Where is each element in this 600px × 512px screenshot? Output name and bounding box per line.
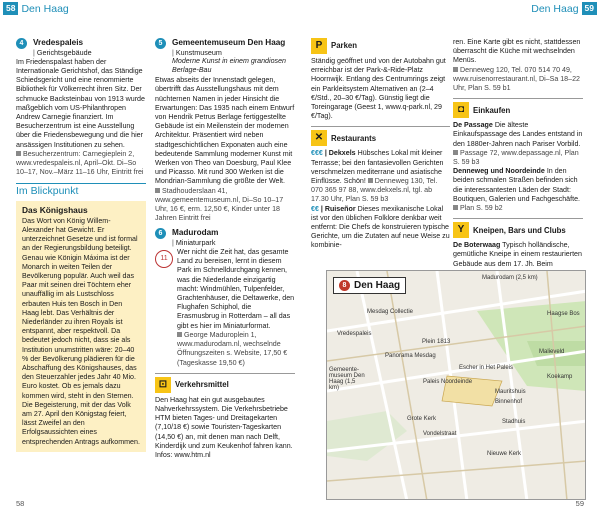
map-label-vondelstraat: Vondelstraat (423, 431, 457, 437)
entry-tagline: Moderne Kunst in einem grandiosen Berlage-Bau (172, 56, 286, 74)
topic-badge (311, 38, 357, 54)
city-map (326, 270, 586, 500)
map-title: 8 Den Haag (333, 277, 406, 294)
restaurant-ruisenor: €€ | Ruiseñor Dieses mexikanische Lokal ist vor den üblichen Folklore denkbar weit entfernt: Die Chefs de konstruieren typische Gerichte, um die Zutaten auf neue Weise zu kombinie- (311, 204, 450, 250)
shop-denneweg: Denneweg und Noordeinde In den beiden schmalen Straßen befinden sich die interessantesten Läden der Stadt: Boutiquen, Galerien und Fachgeschäfte. Plan S. 59 b2 (453, 167, 580, 213)
entry-info: George Maduroplein 1, www.madurodam.nl, wechselnde Öffnungszeiten s. Website, 17,50 € (Tageskasse 19,50 €) (177, 330, 288, 367)
info-square-icon (177, 332, 182, 337)
map-reference-coin-icon: 11 (155, 250, 173, 268)
map-label-mauritshuis: Mauritshuis (495, 389, 526, 395)
map-label-haagse-bos: Haagse Bos (547, 311, 580, 317)
info-square-icon (453, 205, 458, 210)
map-label-binnenhof: Binnenhof (495, 399, 523, 405)
entry-name: Gemeentemuseum Den Haag (172, 38, 286, 47)
shopping-bag-icon: ◘ (453, 102, 469, 118)
info-square-icon (453, 67, 458, 72)
left-page-tab: 58 (3, 2, 18, 15)
entry-number: 6 (155, 228, 166, 239)
feature-box-title: Das Königshaus (22, 204, 88, 215)
section-title: Im Blickpunkt (16, 183, 146, 196)
map-label-paleis: Paleis Noordeinde (423, 379, 473, 385)
right-running-header (531, 0, 600, 17)
left-running-header (0, 0, 69, 17)
map-label-nieuwe-kerk: Nieuwe Kerk (487, 451, 522, 457)
map-label-plein: Plein 1813 (422, 339, 451, 345)
topic-title: Restaurants (331, 133, 377, 143)
topic-badge (155, 377, 229, 393)
entry-info: Besucherzentrum: Carnegieplein 2, www.vredespaleis.nl, April–Okt. Di–So 10–17, Nov.–März 11–16 Uhr, Eintritt frei (16, 149, 144, 177)
entry-info: Denneweg 120, Tel. 070 514 70 49, www.ruisenorrestaurant.nl, Di–Sa 18–22 Uhr, Plan S. 59 b1 (453, 65, 580, 93)
bar-boterwaag: De Boterwaag Typisch holländische, gemütliche Kneipe in einem restaurierten Gebäude aus dem 17. Jh. Beim (453, 241, 582, 268)
entry-category: | Gerichtsgebäude (33, 47, 92, 57)
map-label-escher: Escher in Het Paleis (459, 365, 514, 371)
parking-icon: P (311, 38, 327, 54)
map-label-mesdag: Mesdag Collectie (367, 309, 414, 315)
entry-number: 5 (155, 38, 166, 49)
topic-verkehr (155, 373, 295, 460)
entry-number: 4 (16, 38, 27, 49)
map-label-vredespaleis: Vredespaleis (337, 331, 372, 337)
column-4 (453, 38, 583, 269)
topic-title: Parken (331, 41, 358, 51)
topic-badge (453, 222, 566, 238)
cutlery-icon: ✕ (311, 130, 327, 146)
topic-text: Den Haag hat ein gut ausgebautes Nahverkehrssystem. Die Verkehrsbetriebe HTM bieten Tages- und Dreitagekarten (7,10/18 €) sowie Touristen-Tageskarten (14,50 €) an, mit denen man nach Delft, Kinderdijk und zum Keukenhof fahren kann. Infos: www.htm.nl (155, 395, 293, 459)
topic-restaurants (311, 126, 450, 250)
entry-text: Im Friedenspalast haben der Internationale Gerichtshof, das Ständige Schiedsgericht und eine renommierte Bibliothek für Völkerrecht ihren Sitz. Der schmucke Backsteinbau von 1913 wurde maßgeblich vom US-Philanthropen Andrew Carnegie finanziert. Im Besucherzentrum ist eine Ausstellung über die Friedensbewegung und die hier ansässigen Institutionen zu sehen. (16, 57, 145, 149)
shop-passage: De Passage Die älteste Einkaufspassage des Landes entstand in den 1880er-Jahren nach Pariser Vorbild. Passage 72, www.depassage.nl, Plan S. 59 b3 (453, 121, 583, 167)
map-label-panorama: Panorama Mesdag (385, 353, 436, 359)
map-label-madurodam: Madurodam (2,5 km) (482, 275, 538, 281)
topic-title: Verkehrsmittel (175, 380, 229, 390)
map-label-stadhuis: Stadhuis (502, 419, 526, 425)
map-label-grote-kerk: Grote Kerk (407, 416, 437, 422)
entry-info: Stadhouderslaan 41, www.gemeentemuseum.nl, Di–So 10–17 Uhr, 16 €, erm. 12,50 €, Kinder unter 18 Jahren Eintritt frei (155, 186, 284, 223)
entry-category: | Kunstmuseum (172, 47, 222, 57)
column-1 (16, 38, 146, 452)
entry-name: Vredespaleis (33, 38, 84, 47)
feature-box-text: Das Wort von König Willem-Alexander hat Gewicht. Er unterzeichnet Gesetze und ist formal an der Regierungsbildung beteiligt. Genau wie Königin Máxima ist der Monarch in weiten Teilen der Bevölkerung populär. Auch weil das Paar mit seinen drei Töchtern eher unauffällig im als Lustschloss erbauten Huis ten Bosch in Den Haag lebt. Das Verhältnis der Niederländer zu ihren Royals ist entspannt, aber respektvoll. Da bedeutet jedoch nicht, dass sie als Institution unumstritten wäre: 20–40 % der Bevölkerung plädieren für die Abschaffung des Königshauses, das den Steuerzahler jedes Jahr 40 Mio. Euro kostet. Ob es jemals dazu kommen wird, steht in den Sternen. Die Begeisterung, mit der das Volk am 27. April den Königstag feiert, lässt Zweifel an den Erfolgsaussichten eines entsprechenden Antrags aufkommen. (22, 216, 140, 446)
column-2 (155, 38, 295, 460)
topic-kneipen (453, 218, 583, 269)
madurodam-body-row (155, 247, 295, 368)
entry-vredespaleis-header (16, 38, 146, 57)
info-square-icon (16, 151, 21, 156)
glass-icon: Y (453, 222, 469, 238)
bus-icon: ⊡ (155, 377, 171, 393)
left-header-title: Den Haag (21, 2, 69, 15)
map-number-icon: 8 (339, 280, 350, 291)
topic-badge (453, 102, 510, 118)
entry-gemeentemuseum-header (155, 38, 295, 75)
right-header-title: Den Haag (531, 2, 579, 15)
topic-einkaufen (453, 98, 583, 213)
map-label-koekamp: Koekamp (547, 374, 573, 380)
map-graphic (327, 271, 586, 500)
right-page-tab: 59 (582, 2, 597, 15)
entry-text: Etwas abseits der Innenstadt gelegen, übertrifft das Ausstellungshaus mit dem nüchternen Namen in jeder Hinsicht die Erwartungen: Das 1935 nach einem Entwurf von Hendrik Petrus Berlage fertiggestellte Gebäude ist ein Meilenstein der modernen Architektur. Präsentiert wird neben stadtgeschichtlichen Exponaten auch eine bedeutende Sammlung moderner Kunst mit Werken von Theo van Doesburg, Paul Klee und Picasso. Mit rund 300 Werken ist die Mondrian-Sammlung die größte der Welt. (155, 76, 295, 186)
entry-madurodam-header (155, 228, 295, 247)
topic-title: Kneipen, Bars und Clubs (473, 225, 566, 235)
topic-text: Ständig geöffnet und von der Autobahn gut erreichbar ist der Park-&-Ride-Platz Hoornwijk. Entlang des Centrumrings zeigt ein Parkleitsystem Alternativen an (2–4 €/Std., 20–30 €/Tag). Günstig liegt die Toreingarage (Geest 1, www.q-park.nl, 29 €/Tag). (311, 57, 446, 121)
info-square-icon (368, 178, 373, 183)
map-label-gemeentemuseum: Gemeente-museum Den Haag (1,5 km) (329, 367, 365, 391)
map-label-malieveld: Malieveld (539, 349, 565, 355)
topic-title: Einkaufen (473, 105, 511, 115)
info-square-icon (155, 188, 160, 193)
info-square-icon (453, 150, 458, 155)
feature-box (16, 201, 146, 452)
entry-category: | Miniaturpark (172, 237, 216, 247)
left-page-number: 58 (16, 499, 25, 508)
right-page-number: 59 (575, 499, 584, 508)
column-3 (311, 38, 450, 251)
entry-text: Wer nicht die Zeit hat, das gesamte Land zu bereisen, lernt in diesem Park im Schnelldurchgang kennen, was die Niederlande einzigartig macht: Windmühlen, Tulpenfelder, Grachtenhäuser, die Deltawerke, den Flughafen Schiphol, die Erasmusbrug in Rotterdam – all das gibt es hier im Miniaturformat. (177, 248, 295, 330)
restaurant-dekxels: €€€ | Dekxels Hübsches Lokal mit kleiner Terrasse; bei den fantasievollen Gerichten verschmelzen mediterrane und asiatische Einflüsse. Schön! Denneweg 130, Tel. 070 365 97 88, www.dekxels.nl, tgl. ab 17.30 Uhr, Plan S. 59 b3 (311, 149, 444, 204)
topic-badge (311, 130, 376, 146)
continued-text: ren. Eine Karte gibt es nicht, stattdessen überrascht die Küche mit wechselnden Menüs. (453, 38, 581, 65)
entry-name: Madurodam (172, 228, 219, 238)
